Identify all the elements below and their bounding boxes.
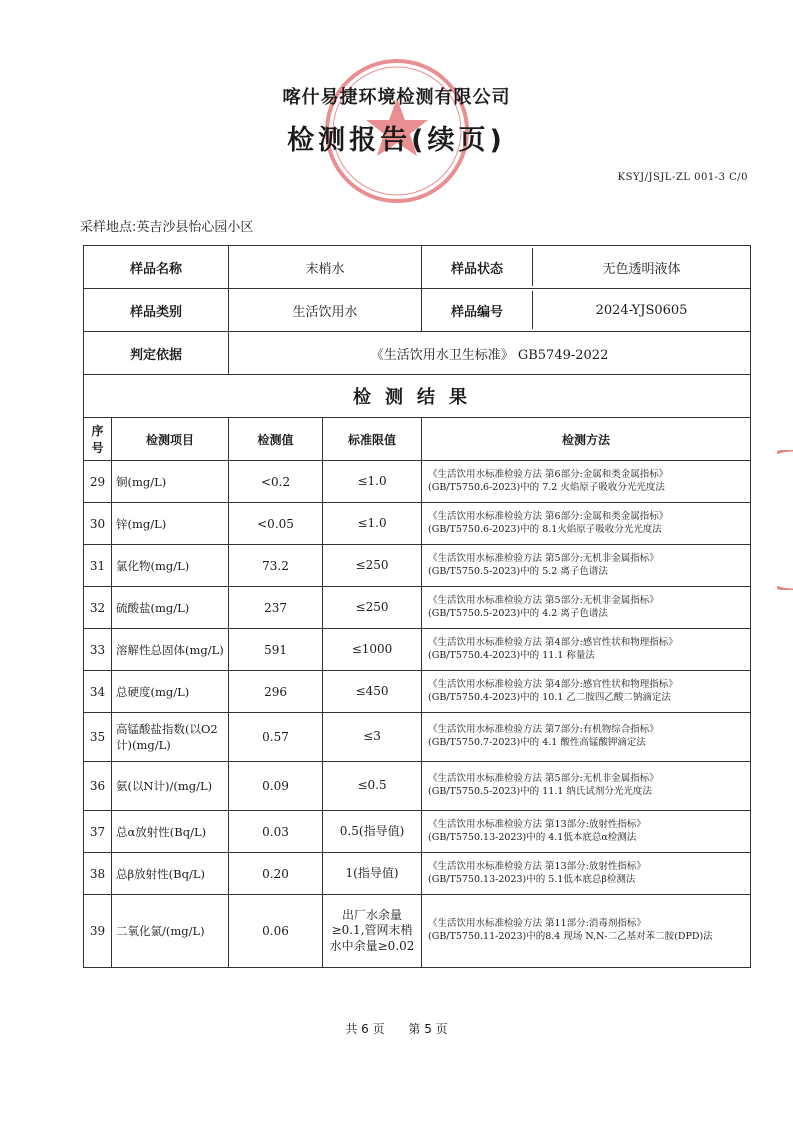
- row-method-line1: 《生活饮用水标准检验方法 第4部分:感官性状和物理指标》: [428, 636, 678, 648]
- result-title: 检测结果: [84, 375, 751, 418]
- row-limit: ≤1.0: [323, 461, 422, 503]
- table-row: [84, 671, 751, 713]
- sample-state-value: 无色透明液体: [602, 261, 681, 277]
- row-method-line1: 《生活饮用水标准检验方法 第11部分:消毒剂指标》: [428, 918, 646, 930]
- col-header-value: 检测值: [229, 418, 323, 461]
- row-method: [422, 503, 751, 545]
- row-method: [422, 545, 751, 587]
- row-method-line1: 《生活饮用水标准检验方法 第4部分:感官性状和物理指标》: [428, 678, 678, 690]
- row-method: [422, 629, 751, 671]
- table-row: [84, 853, 751, 895]
- row-limit: ≤250: [323, 587, 422, 629]
- row-value: 73.2: [229, 545, 323, 587]
- row-item: 铜(mg/L): [112, 461, 229, 503]
- page-footer: [0, 1020, 793, 1037]
- row-value: 296: [229, 671, 323, 713]
- company-name: 喀什易捷环境检测有限公司: [282, 87, 511, 108]
- sample-state-label: 样品状态: [422, 248, 533, 286]
- row-limit: 出厂水余量≥0.1,管网末梢水中余量≥0.02: [323, 895, 422, 968]
- row-method: [422, 762, 751, 811]
- row-value: <0.05: [229, 503, 323, 545]
- table-row: [84, 895, 751, 968]
- row-no: 29: [84, 461, 112, 503]
- col-header-no: 序号: [84, 418, 112, 461]
- row-limit: ≤3: [323, 713, 422, 762]
- row-method-line1: 《生活饮用水标准检验方法 第5部分:无机非金属指标》: [428, 594, 659, 606]
- row-method: [422, 853, 751, 895]
- table-row: [84, 629, 751, 671]
- row-method-line1: 《生活饮用水标准检验方法 第13部分:放射性指标》: [428, 818, 646, 830]
- row-limit: ≤450: [323, 671, 422, 713]
- row-method-line1: 《生活饮用水标准检验方法 第13部分:放射性指标》: [428, 860, 646, 872]
- basis-value: 《生活饮用水卫生标准》 GB5749-2022: [229, 332, 751, 375]
- row-value: 0.06: [229, 895, 323, 968]
- row-no: 33: [84, 629, 112, 671]
- table-row: [84, 713, 751, 762]
- basis-label: 判定依据: [84, 332, 229, 375]
- row-method-line2: (GB/T5750.6-2023)中的 8.1火焰原子吸收分光光度法: [428, 523, 662, 535]
- row-value: 591: [229, 629, 323, 671]
- info-row-3: [84, 332, 751, 375]
- total-pages: 共 6 页: [345, 1022, 385, 1036]
- col-header-limit: 标准限值: [323, 418, 422, 461]
- row-method-line1: 《生活饮用水标准检验方法 第5部分:无机非金属指标》: [428, 552, 659, 564]
- row-method-line2: (GB/T5750.11-2023)中的8.4 现场 N,N-二乙基对苯二胺(DPD)法: [428, 931, 713, 942]
- table-row: [84, 811, 751, 853]
- table-row: [84, 461, 751, 503]
- row-item: 二氧化氯/(mg/L): [112, 895, 229, 968]
- row-method-line2: (GB/T5750.5-2023)中的 11.1 纳氏试剂分光光度法: [428, 786, 652, 797]
- row-no: 39: [84, 895, 112, 968]
- row-item: 高锰酸盐指数(以O2计)(mg/L): [112, 713, 229, 762]
- row-item: 硫酸盐(mg/L): [112, 587, 229, 629]
- table-row: [84, 503, 751, 545]
- row-method-line1: 《生活饮用水标准检验方法 第6部分:金属和类金属指标》: [428, 510, 669, 522]
- edge-seal-icon: [777, 450, 793, 590]
- row-method: [422, 895, 751, 968]
- info-row-2: [84, 289, 751, 332]
- sample-type-label: 样品类别: [84, 289, 229, 332]
- row-value: <0.2: [229, 461, 323, 503]
- row-method-line2: (GB/T5750.4-2023)中的 11.1 称量法: [428, 649, 595, 661]
- row-limit: 0.5(指导值): [323, 811, 422, 853]
- document-code: KSYJ/JSJL-ZL 001-3 C/0: [617, 172, 748, 183]
- row-no: 31: [84, 545, 112, 587]
- table-row: [84, 587, 751, 629]
- row-limit: 1(指导值): [323, 853, 422, 895]
- sampling-location: 采样地点:英吉沙县怡心园小区: [80, 220, 254, 235]
- sample-type-value: 生活饮用水: [229, 289, 422, 332]
- row-method-line2: (GB/T5750.6-2023)中的 7.2 火焰原子吸收分光光度法: [428, 481, 665, 493]
- column-header-row: [84, 418, 751, 461]
- row-value: 0.57: [229, 713, 323, 762]
- col-header-method: 检测方法: [422, 418, 751, 461]
- sample-name-value: 末梢水: [229, 246, 422, 289]
- row-value: 0.09: [229, 762, 323, 811]
- row-limit: ≤0.5: [323, 762, 422, 811]
- row-method: [422, 461, 751, 503]
- row-method-line2: (GB/T5750.4-2023)中的 10.1 乙二胺四乙酸二钠滴定法: [428, 691, 671, 703]
- table-row: [84, 762, 751, 811]
- row-method: [422, 713, 751, 762]
- row-method-line2: (GB/T5750.13-2023)中的 5.1低本底总β检测法: [428, 873, 636, 885]
- row-item: 锌(mg/L): [112, 503, 229, 545]
- results-table: [83, 245, 751, 968]
- col-header-item: 检测项目: [112, 418, 229, 461]
- row-method-line2: (GB/T5750.5-2023)中的 4.2 离子色谱法: [428, 607, 608, 619]
- row-no: 36: [84, 762, 112, 811]
- sample-name-label: 样品名称: [84, 246, 229, 289]
- row-method-line1: 《生活饮用水标准检验方法 第6部分:金属和类金属指标》: [428, 468, 669, 480]
- row-item: 氨(以N计)/(mg/L): [112, 762, 229, 811]
- row-item: 总硬度(mg/L): [112, 671, 229, 713]
- row-no: 37: [84, 811, 112, 853]
- row-limit: ≤250: [323, 545, 422, 587]
- sample-no-label: 样品编号: [422, 291, 533, 329]
- row-no: 35: [84, 713, 112, 762]
- table-row: [84, 545, 751, 587]
- row-method-line2: (GB/T5750.5-2023)中的 5.2 离子色谱法: [428, 565, 608, 577]
- row-method-line2: (GB/T5750.13-2023)中的 4.1低本底总α检测法: [428, 831, 637, 843]
- current-page: 第 5 页: [408, 1022, 448, 1036]
- row-value: 0.20: [229, 853, 323, 895]
- row-limit: ≤1.0: [323, 503, 422, 545]
- row-method: [422, 671, 751, 713]
- row-method: [422, 811, 751, 853]
- row-method: [422, 587, 751, 629]
- sample-no-value: 2024-YJS0605: [595, 302, 688, 318]
- row-item: 氯化物(mg/L): [112, 545, 229, 587]
- row-no: 38: [84, 853, 112, 895]
- info-row-1: [84, 246, 751, 289]
- result-title-row: [84, 375, 751, 418]
- row-item: 溶解性总固体(mg/L): [112, 629, 229, 671]
- row-item: 总β放射性(Bq/L): [112, 853, 229, 895]
- row-item: 总α放射性(Bq/L): [112, 811, 229, 853]
- row-limit: ≤1000: [323, 629, 422, 671]
- report-title: 检测报告(续页): [287, 125, 506, 156]
- row-value: 237: [229, 587, 323, 629]
- row-no: 34: [84, 671, 112, 713]
- row-method-line1: 《生活饮用水标准检验方法 第7部分:有机物综合指标》: [428, 724, 659, 736]
- row-no: 30: [84, 503, 112, 545]
- row-method-line1: 《生活饮用水标准检验方法 第5部分:无机非金属指标》: [428, 773, 659, 785]
- row-method-line2: (GB/T5750.7-2023)中的 4.1 酸性高锰酸钾滴定法: [428, 737, 646, 748]
- row-value: 0.03: [229, 811, 323, 853]
- row-no: 32: [84, 587, 112, 629]
